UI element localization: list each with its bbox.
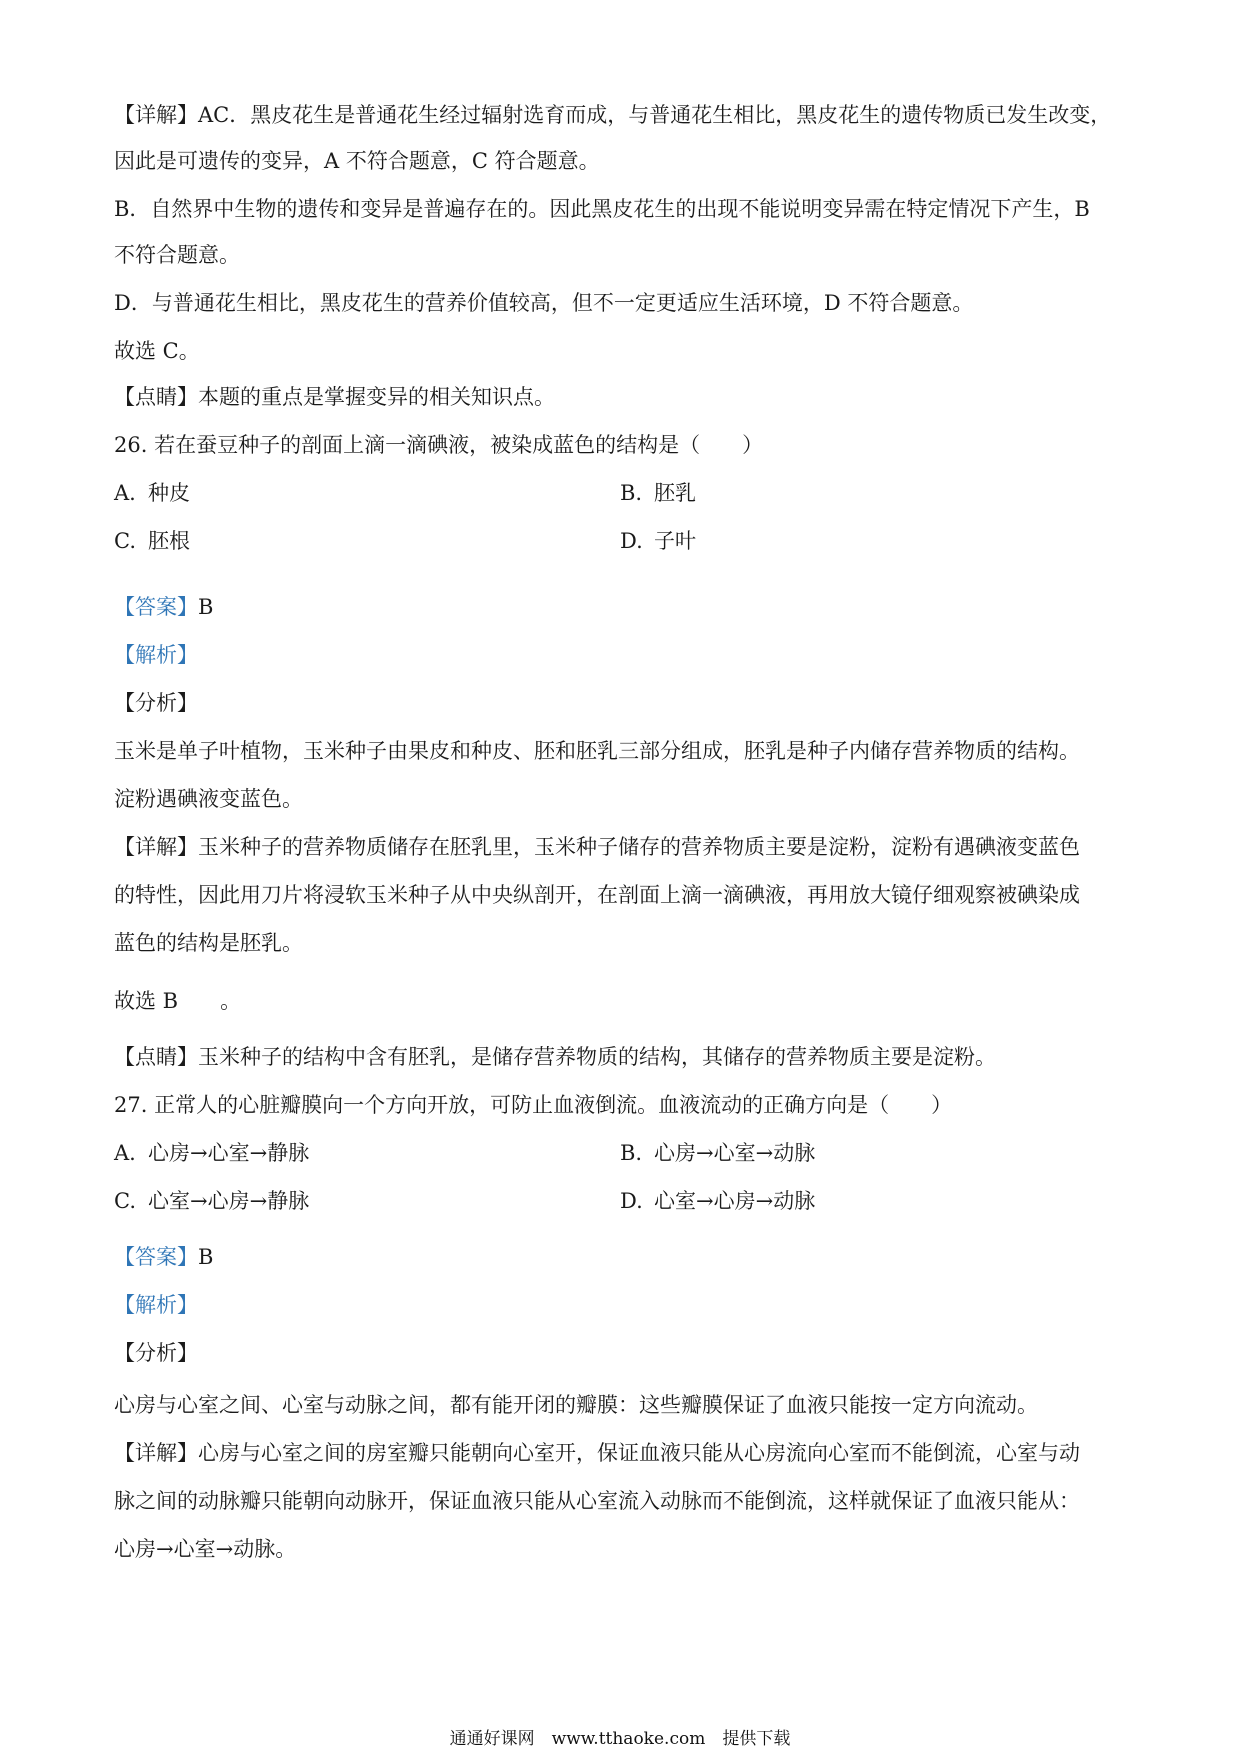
option-text: 子叶 — [654, 529, 696, 553]
option-letter: B. — [620, 1141, 643, 1165]
option-text: 胚根 — [148, 529, 190, 553]
option-letter: A. — [114, 1141, 136, 1165]
option-letter: B. — [620, 481, 643, 505]
q26-option-d — [620, 526, 696, 556]
q26-detail-line: 【详解】玉米种子的营养物质储存在胚乳里，玉米种子储存的营养物质主要是淀粉，淀粉有遇碘液变蓝色 — [114, 835, 1080, 859]
q26-fenxi-line: 玉米是单子叶植物，玉米种子由果皮和种皮、胚和胚乳三部分组成，胚乳是种子内储存营养物质的结构。 — [114, 739, 1080, 763]
q27-option-b — [620, 1138, 815, 1168]
q27-detail-line: 【详解】心房与心室之间的房室瓣只能朝向心室开，保证血液只能从心房流向心室而不能倒流，心室与动 — [114, 1441, 1080, 1465]
q26-analysis-tag: 【解析】 — [114, 643, 198, 667]
q27-option-c — [114, 1186, 309, 1216]
option-letter: C. — [114, 1189, 136, 1213]
q26-option-c — [114, 526, 190, 556]
q26-key-point: 【点睛】玉米种子的结构中含有胚乳，是储存营养物质的结构，其储存的营养物质主要是淀粉。 — [114, 1045, 996, 1069]
q26-fenxi-heading: 【分析】 — [114, 691, 198, 715]
q27-fenxi-heading: 【分析】 — [114, 1341, 198, 1365]
q27-detail-line: 心房→心室→动脉。 — [114, 1537, 297, 1561]
option-text: 心室→心房→静脉 — [148, 1189, 310, 1213]
explanation-line: D．与普通花生相比，黑皮花生的营养价值较高，但不一定更适应生活环境，D 不符合题意。 — [114, 291, 974, 315]
q26-option-b — [620, 478, 696, 508]
answer-tag: 【答案】 — [114, 595, 198, 619]
option-text: 心房→心室→静脉 — [148, 1141, 310, 1165]
explanation-line: 因此是可遗传的变异，A 不符合题意，C 符合题意。 — [114, 149, 600, 173]
q27-option-d — [620, 1186, 815, 1216]
question-26-stem: 26. 若在蚕豆种子的剖面上滴一滴碘液，被染成蓝色的结构是（ ） — [114, 433, 764, 457]
q26-fenxi-line: 淀粉遇碘液变蓝色。 — [114, 787, 303, 811]
q27-analysis-tag: 【解析】 — [114, 1293, 198, 1317]
answer-tag: 【答案】 — [114, 1245, 198, 1269]
option-text: 心室→心房→动脉 — [654, 1189, 816, 1213]
q26-choice: 故选 B 。 — [114, 989, 242, 1013]
explanation-line: B．自然界中生物的遗传和变异是普遍存在的。因此黑皮花生的出现不能说明变异需在特定情况下产生，B — [114, 197, 1090, 221]
option-letter: D. — [620, 529, 643, 553]
option-letter: C. — [114, 529, 136, 553]
explanation-line: 不符合题意。 — [114, 243, 240, 267]
q26-detail-line: 蓝色的结构是胚乳。 — [114, 931, 303, 955]
question-27-stem: 27. 正常人的心脏瓣膜向一个方向开放，可防止血液倒流。血液流动的正确方向是（ ） — [114, 1093, 953, 1117]
answer-value: B — [198, 1245, 214, 1269]
q26-option-a — [114, 478, 190, 508]
option-text: 心房→心室→动脉 — [654, 1141, 816, 1165]
q27-answer — [114, 1242, 1134, 1272]
q27-fenxi-line: 心房与心室之间、心室与动脉之间，都有能开闭的瓣膜：这些瓣膜保证了血液只能按一定方向流动。 — [114, 1393, 1038, 1417]
option-text: 种皮 — [148, 481, 190, 505]
explanation-line: 【详解】AC．黑皮花生是普通花生经过辐射选育而成，与普通花生相比，黑皮花生的遗传物质已发生改变， — [114, 103, 1112, 127]
q26-detail-line: 的特性，因此用刀片将浸软玉米种子从中央纵剖开，在剖面上滴一滴碘液，再用放大镜仔细观察被碘染成 — [114, 883, 1080, 907]
option-letter: A. — [114, 481, 136, 505]
page-footer: 通通好课网 www.tthaoke.com 提供下载 — [449, 1729, 791, 1749]
answer-value: B — [198, 595, 214, 619]
option-text: 胚乳 — [654, 481, 696, 505]
q27-option-a — [114, 1138, 309, 1168]
key-point-line: 【点睛】本题的重点是掌握变异的相关知识点。 — [114, 385, 555, 409]
q26-answer — [114, 592, 1134, 622]
q27-detail-line: 脉之间的动脉瓣只能朝向动脉开，保证血液只能从心室流入动脉而不能倒流，这样就保证了血液只能从： — [114, 1489, 1080, 1513]
explanation-line: 故选 C。 — [114, 339, 200, 363]
option-letter: D. — [620, 1189, 643, 1213]
